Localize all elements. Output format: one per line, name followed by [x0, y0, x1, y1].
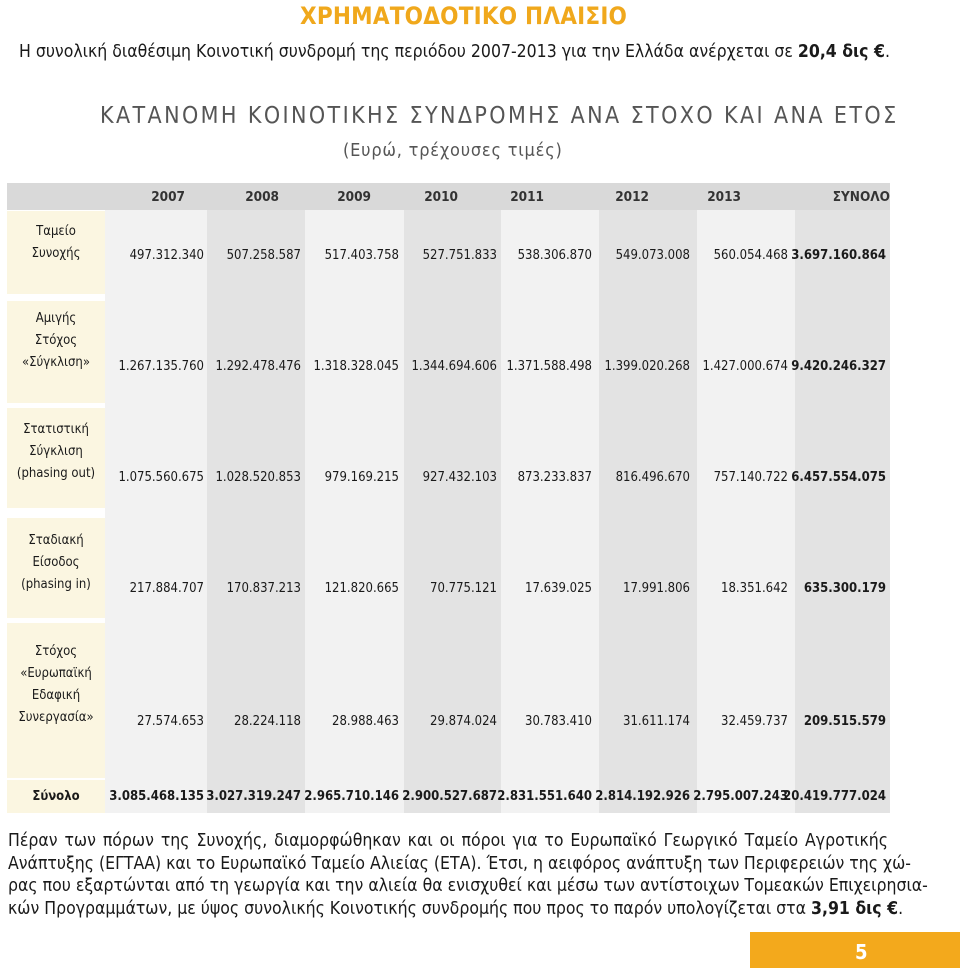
column-header: 2011 — [510, 189, 544, 205]
column-header: 2012 — [615, 189, 649, 205]
sum-cell: 2.814.192.926 — [595, 789, 690, 804]
table-cell: 538.306.870 — [517, 248, 592, 263]
row-label: Είσοδος — [32, 555, 80, 570]
table-cell: 497.312.340 — [129, 248, 204, 263]
column-header: 2007 — [151, 189, 185, 205]
table-cell: 1.075.560.675 — [118, 470, 204, 485]
paragraph-last-text: κών Προγραμμάτων, με ύψος συνολικής Κοινοτικής συνδρομής που προς το παρόν υπολογίζεται στα — [8, 898, 812, 919]
table-cell: 1.399.020.268 — [604, 359, 690, 374]
table-cell: 549.073.008 — [615, 248, 690, 263]
table-cell: 17.639.025 — [525, 581, 592, 596]
table-cell: 3.697.160.864 — [791, 248, 886, 263]
table-cell: 1.028.520.853 — [215, 470, 301, 485]
sum-cell: 3.085.468.135 — [109, 789, 204, 804]
table-cell: 70.775.121 — [430, 581, 497, 596]
row-label: Στόχος — [34, 333, 78, 348]
paragraph-line: ρας που εξαρτώνται από τη γεωργία και την αλιεία θα ενισχυθεί και μέσω των αντίστοιχων Τομεακών Επιχειρησια- — [8, 876, 928, 896]
intro-amount: 20,4 δις € — [797, 42, 885, 62]
table-cell: 30.783.410 — [525, 714, 592, 729]
table-cell: 27.574.653 — [137, 714, 204, 729]
page-number: 5 — [855, 940, 868, 964]
table-cell: 1.371.588.498 — [506, 359, 592, 374]
table-cell: 209.515.579 — [803, 714, 886, 729]
sum-cell: 2.965.710.146 — [304, 789, 399, 804]
table-cell: 217.884.707 — [129, 581, 204, 596]
column-header: 2008 — [245, 189, 279, 205]
table-cell: 121.820.665 — [324, 581, 399, 596]
table-cell: 927.432.103 — [422, 470, 497, 485]
paragraph-end: . — [898, 898, 904, 919]
table-cell: 28.988.463 — [332, 714, 399, 729]
sum-cell: 2.831.551.640 — [497, 789, 592, 804]
table-cell: 28.224.118 — [234, 714, 301, 729]
sum-row-label: Σύνολο — [32, 789, 80, 804]
table-cell: 1.318.328.045 — [313, 359, 399, 374]
sum-cell: 2.795.007.243 — [693, 789, 788, 804]
table-cell: 170.837.213 — [226, 581, 301, 596]
table-cell: 1.344.694.606 — [411, 359, 497, 374]
table-cell: 1.427.000.674 — [702, 359, 788, 374]
table-cell: 18.351.642 — [721, 581, 788, 596]
closing-paragraph — [8, 830, 928, 920]
box-title: ΧΡΗΜΑΤΟΔΟΤΙΚΟ ΠΛΑΙΣΙΟ — [300, 2, 628, 30]
table-cell: 517.403.758 — [324, 248, 399, 263]
table-title: ΚΑΤΑΝΟΜΗ ΚΟΙΝΟΤΙΚΗΣ ΣΥΝΔΡΟΜΗΣ ΑΝΑ ΣΤΟΧΟ ΚΑΙ ΑΝΑ ΕΤΟΣ — [100, 103, 899, 129]
intro-end: . — [884, 42, 890, 62]
row-label: Στατιστική — [23, 422, 89, 437]
table-cell: 1.292.478.476 — [215, 359, 301, 374]
sum-cell: 20.419.777.024 — [783, 789, 886, 804]
column-header: 2013 — [707, 189, 741, 205]
intro-body: Η συνολική διαθέσιμη Κοινοτική συνδρομή της περιόδου 2007-2013 για την Ελλάδα ανέρχεται σε — [19, 42, 798, 62]
table-cell: 29.874.024 — [430, 714, 497, 729]
table-cell: 635.300.179 — [803, 581, 886, 596]
table-cell: 6.457.554.075 — [791, 470, 886, 485]
row-label: «Σύγκλιση» — [22, 355, 90, 370]
table-cell: 560.054.468 — [713, 248, 788, 263]
table-cell: 9.420.246.327 — [791, 359, 886, 374]
row-label: «Ευρωπαϊκή — [20, 666, 92, 681]
row-label: Εδαφική — [31, 688, 81, 703]
row-label: Στόχος — [34, 644, 78, 659]
row-label: (phasing out) — [16, 466, 96, 481]
column-header: ΣΥΝΟΛΟ — [832, 189, 890, 205]
row-label: Συνοχής — [31, 246, 81, 261]
row-label: Συνεργασία» — [18, 710, 94, 725]
table-cell: 757.140.722 — [713, 470, 788, 485]
sum-cell: 2.900.527.687 — [402, 789, 497, 804]
paragraph-line: Πέραν των πόρων της Συνοχής, διαμορφώθηκαν και οι πόροι για το Ευρωπαϊκό Γεωργικό Ταμείο Αγροτικής — [8, 831, 888, 851]
paragraph-last-line — [8, 898, 904, 921]
intro-text — [19, 42, 949, 62]
allocation-table — [7, 183, 890, 813]
table-cell: 17.991.806 — [623, 581, 690, 596]
sum-cell: 3.027.319.247 — [206, 789, 301, 804]
row-label: Ταμείο — [36, 224, 76, 239]
table-cell: 32.459.737 — [721, 714, 788, 729]
column-header: 2010 — [424, 189, 458, 205]
table-cell: 31.611.174 — [623, 714, 690, 729]
row-label: Σύγκλιση — [29, 444, 83, 459]
paragraph-amount: 3,91 δις € — [811, 898, 899, 919]
row-label: (phasing in) — [21, 577, 91, 592]
column-header: 2009 — [337, 189, 371, 205]
table-cell: 979.169.215 — [324, 470, 399, 485]
row-label: Αμιγής — [35, 311, 77, 326]
table-subtitle: (Ευρώ, τρέχουσες τιμές) — [343, 140, 563, 161]
row-label: Σταδιακή — [28, 533, 84, 548]
table-cell: 1.267.135.760 — [118, 359, 204, 374]
table-cell: 507.258.587 — [226, 248, 301, 263]
table-cell: 873.233.837 — [517, 470, 592, 485]
table-cell: 816.496.670 — [615, 470, 690, 485]
table-cell: 527.751.833 — [422, 248, 497, 263]
paragraph-line: Ανάπτυξης (ΕΓΤΑΑ) και το Ευρωπαϊκό Ταμείο Αλιείας (ΕΤΑ). Έτσι, η αειφόρος ανάπτυξη των Περιφερειών της χώ- — [8, 853, 911, 874]
